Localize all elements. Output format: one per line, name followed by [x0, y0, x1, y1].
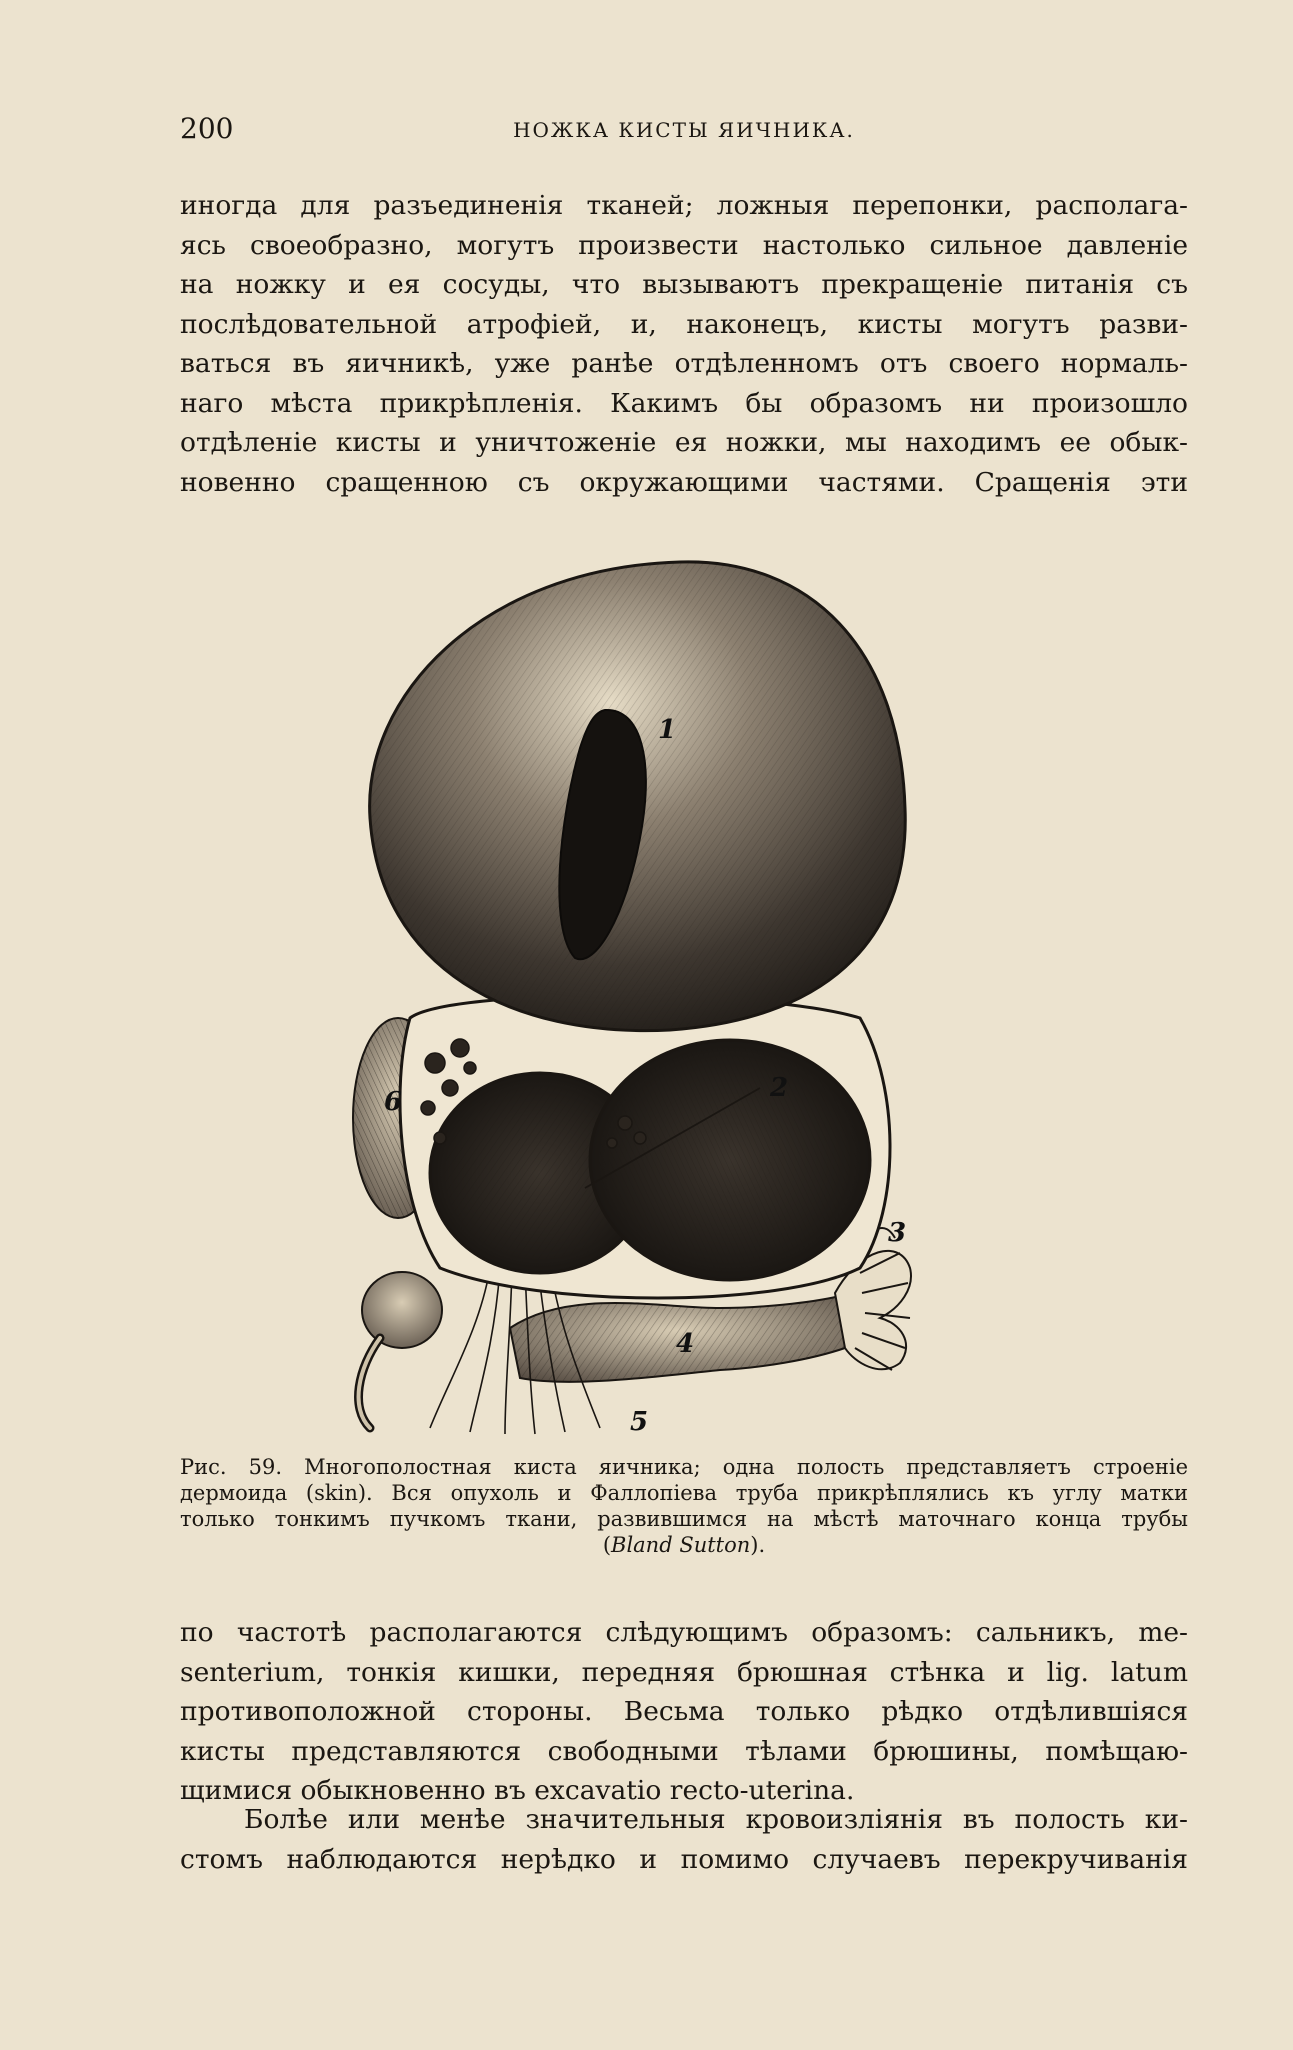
cavity-right-hatch	[590, 1040, 870, 1280]
caption-line: Рис. 59. Многополостная киста яичника; одна полость представляетъ строеніе	[180, 1455, 1188, 1479]
text-line: кисты представляются свободными тѣлами брюшины, помѣщаю-	[180, 1735, 1188, 1767]
curled-pedicle-highlight	[359, 1338, 380, 1428]
figure-label-6: 6	[384, 1087, 403, 1117]
text-line: наго мѣста прикрѣпленія. Какимъ бы образомъ ни произошло	[180, 387, 1188, 419]
figure-label-4: 4	[676, 1329, 695, 1359]
paragraph-bottom-2	[180, 1800, 1188, 1879]
figure-label-3: 3	[888, 1218, 907, 1248]
small-cyst	[362, 1272, 442, 1348]
text-line: стомъ наблюдаются нерѣдко и помимо случаевъ перекручиванія	[180, 1843, 1188, 1875]
caption-paren-close: ).	[750, 1533, 766, 1557]
running-head	[180, 112, 1188, 152]
text-line: послѣдовательной атрофіей, и, наконецъ, кисты могутъ разви-	[180, 308, 1188, 340]
paragraph-top	[180, 186, 1188, 502]
text-line: противоположной стороны. Весьма только рѣдко отдѣлившіяся	[180, 1696, 1188, 1727]
text-line: новенно сращенною съ окружающими частями. Сращенія эти	[180, 466, 1188, 498]
text-line: Болѣе или менѣе значительныя кровоизліянія въ полость ки-	[244, 1804, 1188, 1835]
text-line: ваться въ яичникѣ, уже ранѣе отдѣленномъ отъ своего нормаль-	[180, 348, 1188, 379]
figure-label-2: 2	[770, 1073, 789, 1103]
figure-ovarian-cyst	[340, 548, 1020, 1444]
page-number: 200	[180, 112, 234, 145]
caption-paren-open: (	[602, 1533, 612, 1557]
cyst-engraving	[340, 548, 1020, 1444]
paragraph-bottom-1	[180, 1613, 1188, 1811]
running-title: НОЖКА КИСТЫ ЯИЧНИКА.	[513, 118, 855, 142]
text-line: ясь своеобразно, могутъ произвести настолько сильное давленіе	[180, 229, 1188, 261]
figure-caption	[180, 1454, 1188, 1558]
text-line: по частотѣ располагаются слѣдующимъ образомъ: сальникъ, me-	[180, 1617, 1188, 1648]
caption-line: дермоида (skin). Вся опухоль и Фаллопіева труба прикрѣплялись къ углу матки	[180, 1481, 1188, 1505]
text-line: отдѣленіе кисты и уничтоженіе ея ножки, мы находимъ ее обык-	[180, 427, 1188, 458]
caption-source-line	[180, 1532, 1188, 1558]
text-line: на ножку и ея сосуды, что вызываютъ прекращеніе питанія съ	[180, 269, 1188, 300]
text-line: иногда для разъединенія тканей; ложныя перепонки, располага-	[180, 190, 1188, 221]
figure-label-1: 1	[658, 715, 677, 745]
text-line: senterium, тонкія кишки, передняя брюшная стѣнка и lig. latum	[180, 1656, 1188, 1688]
caption-source: Bland Sutton	[611, 1533, 751, 1557]
caption-line: только тонкимъ пучкомъ ткани, развившимся на мѣстѣ маточнаго конца трубы	[180, 1507, 1188, 1531]
figure-label-5: 5	[630, 1407, 649, 1437]
text-line: щимися обыкновенно въ excavatio recto-uterina.	[180, 1775, 855, 1806]
